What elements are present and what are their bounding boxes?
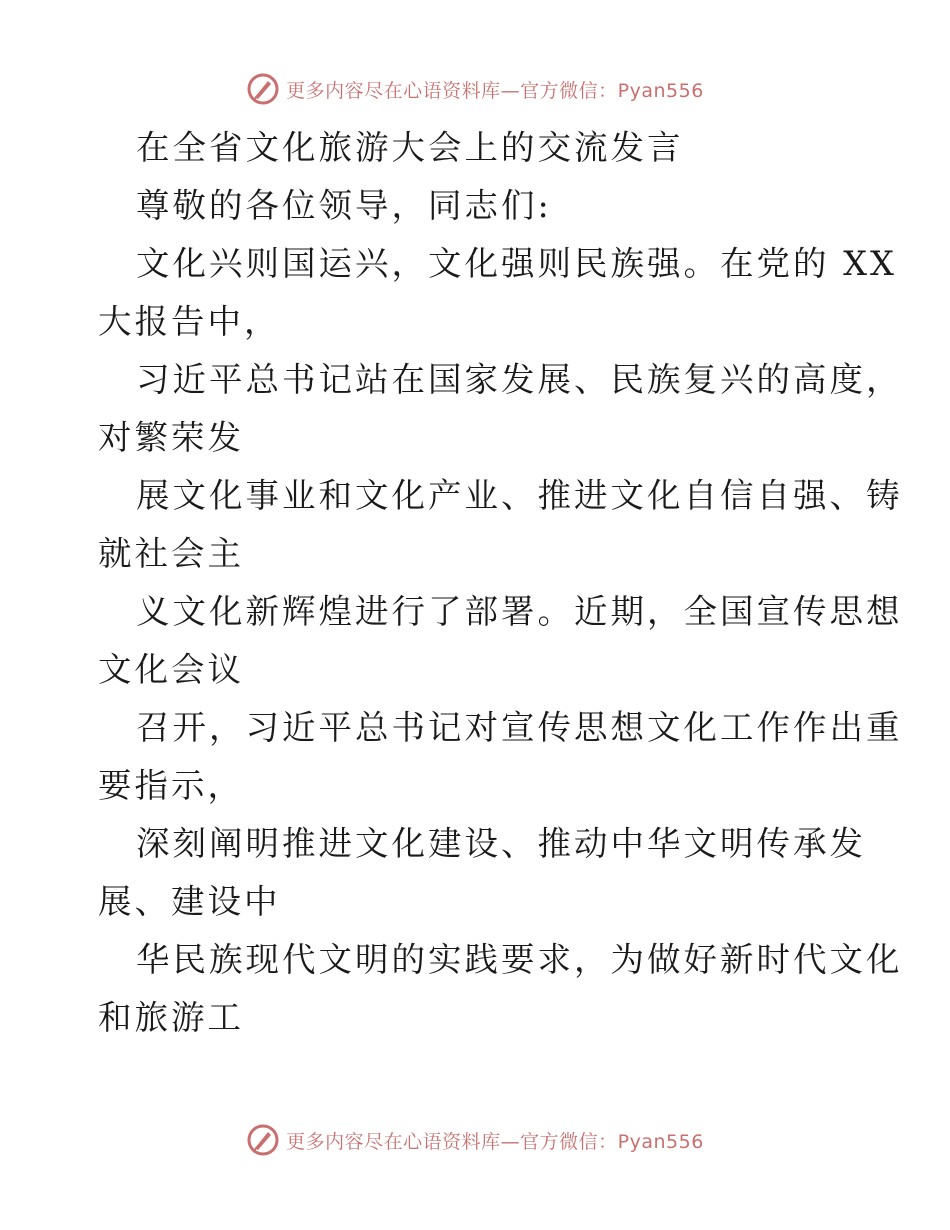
text-line: 文化兴则国运兴，文化强则民族强。在党的 XX: [136, 244, 897, 283]
quill-logo-icon: [246, 1123, 280, 1157]
quill-logo-icon: [246, 72, 280, 106]
watermark-text: 更多内容尽在心语资料库—官方微信：Pyan556: [286, 1130, 704, 1153]
text-line: 展文化事业和文化产业、推进文化自信自强、铸: [136, 476, 903, 515]
text-line: 就社会主: [98, 534, 244, 573]
text-line: 展、建设中: [98, 882, 281, 921]
text-line: 在全省文化旅游大会上的交流发言: [136, 128, 684, 167]
text-line: 习近平总书记站在国家发展、民族复兴的高度，: [136, 360, 903, 399]
watermark-text: 更多内容尽在心语资料库—官方微信：Pyan556: [286, 79, 704, 102]
text-line: 义文化新辉煌进行了部署。近期，全国宣传思想: [136, 592, 903, 631]
text-line: 要指示，: [98, 766, 244, 805]
text-line: 召开，习近平总书记对宣传思想文化工作作出重: [136, 708, 903, 747]
text-line: 华民族现代文明的实践要求，为做好新时代文化: [136, 940, 903, 979]
text-line: 文化会议: [98, 650, 244, 689]
text-line: 深刻阐明推进文化建设、推动中华文明传承发: [136, 824, 866, 863]
text-line: 尊敬的各位领导，同志们:: [136, 186, 552, 225]
footer-watermark: [0, 1123, 950, 1157]
header-watermark: [0, 72, 950, 106]
text-line: 对繁荣发: [98, 418, 244, 457]
document-body: [98, 119, 903, 1047]
text-line: 和旅游工: [98, 998, 244, 1037]
text-line: 大报告中，: [98, 302, 281, 341]
